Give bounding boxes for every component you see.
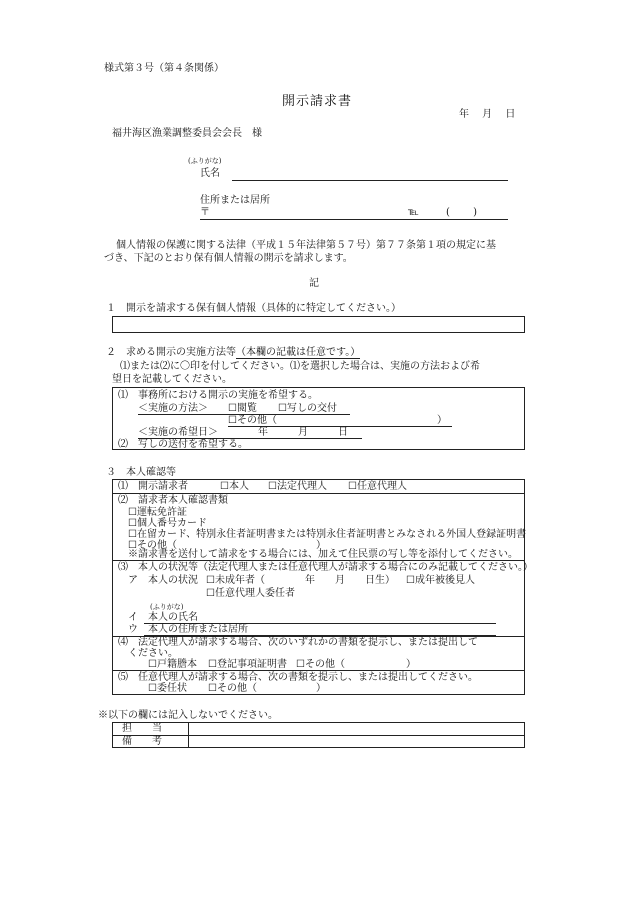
section2-note-2: 望日を記載してください。	[112, 374, 232, 385]
section1-heading: １ 開示を請求する保有個人情報（具体的に特定してください。）	[106, 303, 401, 314]
checkbox-koseki[interactable]: ☐戸籍謄本	[148, 659, 197, 670]
principal-status-label: ア 本人の状況	[128, 575, 198, 586]
section3-divider-1	[112, 493, 525, 494]
checkbox-self[interactable]: ☐本人	[220, 481, 249, 492]
checkbox-voluntary-agent[interactable]: ☐任意代理人	[348, 481, 407, 492]
method-label: ＜実施の方法＞	[138, 403, 208, 414]
checkbox-other-method[interactable]: ☐その他（	[228, 415, 277, 426]
checkbox-voluntary-other[interactable]: ☐その他（	[208, 683, 257, 694]
section1-input-box[interactable]	[112, 316, 525, 333]
office-use-divider	[112, 735, 525, 736]
name-field[interactable]	[232, 180, 508, 181]
office-use-row-2: 備 考	[122, 736, 162, 747]
office-use-row-1: 担 当	[122, 723, 162, 734]
office-use-column-divider	[188, 722, 189, 748]
furigana-label: (ふりがな)	[188, 157, 222, 165]
name-label: 氏名	[200, 168, 220, 179]
preferred-date-fields[interactable]: 年 月 日	[258, 427, 348, 438]
principal-name-label: イ 本人の氏名	[128, 612, 198, 623]
address-field[interactable]	[200, 219, 508, 220]
date-line: 年 月 日	[459, 109, 516, 120]
form-title: 開示請求書	[282, 94, 353, 109]
checkbox-minor[interactable]: ☐未成年者（ 年 月 日生）	[206, 575, 395, 586]
principal-address-label: ウ 本人の住所または居所	[128, 624, 248, 635]
footer-note: ※以下の欄には記入しないでください。	[98, 710, 278, 721]
section3-heading: ３ 本人確認等	[106, 467, 176, 478]
legal-agent-docs-line2: ください。	[128, 648, 178, 659]
postal-mark: 〒	[200, 207, 210, 218]
ki-label: 記	[309, 278, 319, 289]
checkbox-legal-agent[interactable]: ☐法定代理人	[268, 481, 327, 492]
principal-furigana: (ふりがな)	[150, 603, 184, 611]
addressee: 福井海区漁業調整委員会会長 様	[112, 128, 262, 139]
preferred-date-label: ＜実施の希望日＞	[138, 427, 218, 438]
checkbox-legal-other[interactable]: ☐その他（	[296, 659, 345, 670]
tel-parens: ( )	[446, 207, 477, 218]
id-docs-note: ※請求書を送付して請求をする場合には、加えて住民票の写し等を添付してください。	[128, 549, 518, 560]
section2-note-1: ⑴または⑵に〇印を付してください。⑴を選択した場合は、実施の方法および希	[120, 361, 480, 372]
principal-address-field[interactable]	[144, 635, 496, 636]
checkbox-proxy[interactable]: ☐委任状	[148, 683, 187, 694]
id-other-close: ）	[316, 540, 326, 551]
section2-option-1[interactable]: ⑴ 事務所における開示の実施を希望する。	[118, 390, 318, 401]
intro-line-1: 個人情報の保護に関する法律（平成１５年法律第５７号）第７７条第１項の規定に基	[116, 240, 496, 251]
voluntary-other-close: ）	[316, 683, 326, 694]
section2-heading	[106, 347, 360, 359]
principal-status-title: ⑶ 本人の状況等（法定代理人または任意代理人が請求する場合にのみ記載してください。）	[118, 562, 533, 573]
checkbox-mynumber[interactable]: ☐個人番号カード	[128, 518, 207, 529]
section2-option-2[interactable]: ⑵ 写しの送付を希望する。	[118, 439, 248, 450]
tel-mark: ℡	[408, 207, 419, 218]
checkbox-registry[interactable]: ☐登記事項証明書	[208, 659, 287, 670]
voluntary-agent-docs: ⑸ 任意代理人が請求する場合、次の書類を提示し、または提出してください。	[118, 672, 478, 683]
checkbox-principal[interactable]: ☐任意代理人委任者	[206, 588, 295, 599]
checkbox-copy[interactable]: ☐写しの交付	[278, 403, 337, 414]
section2-heading-prefix: ２ 求める開示の実施方法等	[106, 347, 236, 358]
intro-line-2: づき、下記のとおり保有個人情報の開示を請求します。	[104, 253, 353, 264]
address-label: 住所または居所	[200, 195, 270, 206]
legal-other-close: ）	[406, 659, 416, 670]
checkbox-id-other[interactable]: ☐その他（	[128, 540, 177, 551]
other-method-close: ）	[437, 415, 447, 426]
legal-agent-docs-line1: ⑷ 法定代理人が請求する場合、次のいずれかの書類を提示し、または提出して	[118, 637, 478, 648]
section2-heading-note: （本欄の記載は任意です。）	[236, 347, 361, 358]
checkbox-residence-card[interactable]: ☐在留カード、特別永住者証明書または特別永住者証明書とみなされる外国人登録証明書	[128, 529, 527, 540]
requester-label: ⑴ 開示請求者	[118, 481, 188, 492]
id-docs-title: ⑵ 請求者本人確認書類	[118, 495, 228, 506]
checkbox-adult-ward[interactable]: ☐成年被後見人	[406, 575, 475, 586]
checkbox-license[interactable]: ☐運転免許証	[128, 507, 187, 518]
checkbox-view[interactable]: ☐閲覧	[228, 403, 257, 414]
form-number: 様式第３号（第４条関係）	[104, 63, 224, 74]
